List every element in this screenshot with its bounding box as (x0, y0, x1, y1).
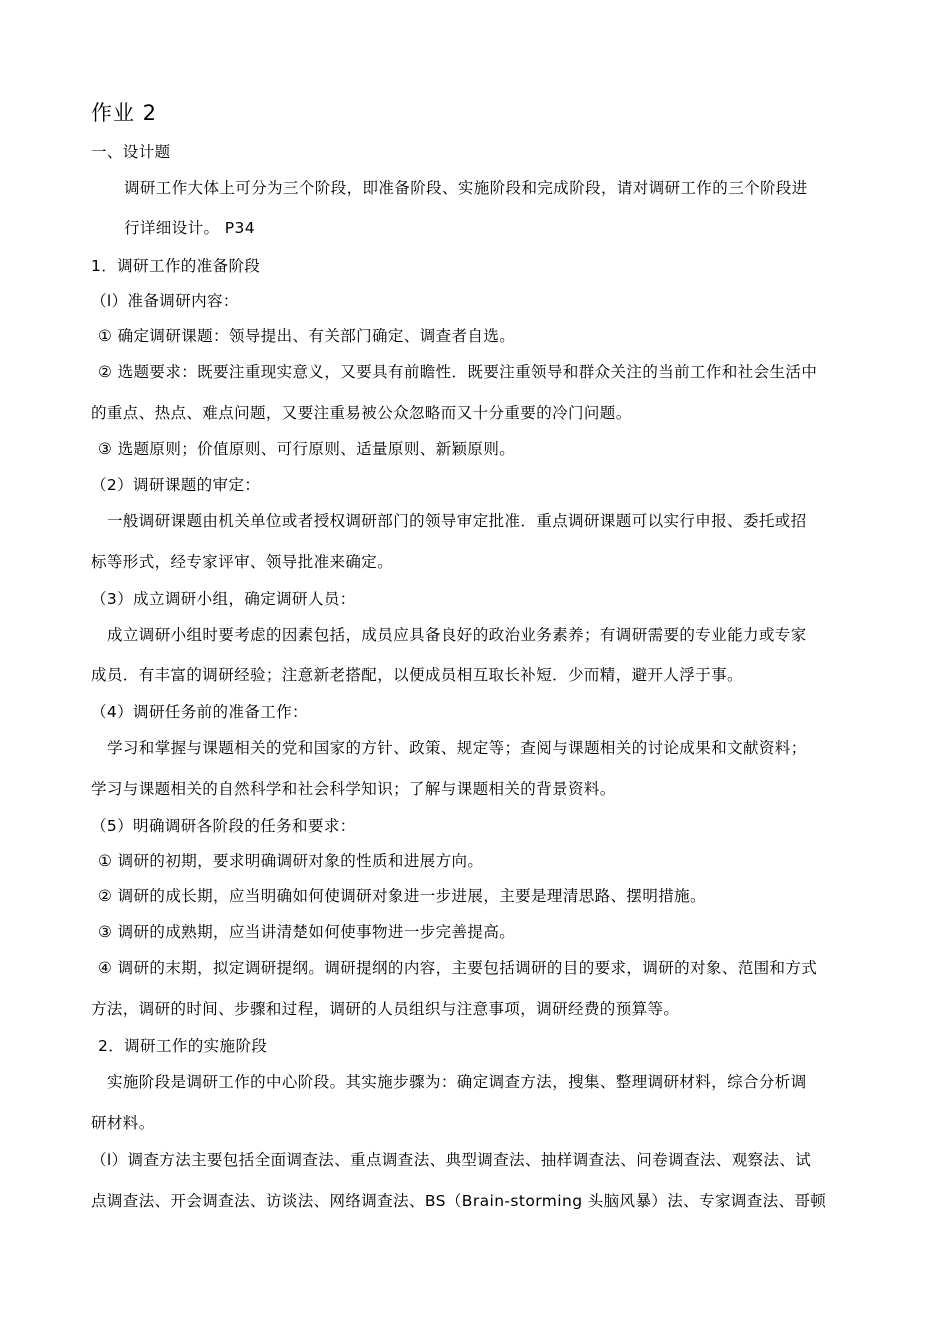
paragraph: 学习和掌握与课题相关的党和国家的方针、政策、规定等；查阅与课题相关的讨论成果和文献资料； (107, 739, 807, 757)
document-title: 作业 2 (91, 101, 158, 125)
paragraph-cont: 标等形式，经专家评审、领导批准来确定。 (91, 553, 394, 571)
question-text: 调研工作大体上可分为三个阶段，即准备阶段、实施阶段和完成阶段，请对调研工作的三个阶段进 (124, 179, 808, 197)
paragraph: 成立调研小组时要考虑的因素包括，成员应具备良好的政治业务素养；有调研需要的专业能力或专家 (107, 626, 807, 644)
paragraph: 实施阶段是调研工作的中心阶段。其实施步骤为：确定调查方法，搜集、整理调研材料，综合分析调 (107, 1073, 807, 1091)
section-heading-design: 一、设计题 (91, 143, 171, 161)
list-item-cont: 方法，调研的时间、步骤和过程，调研的人员组织与注意事项，调研经费的预算等。 (91, 1000, 680, 1018)
list-item: ① 调研的初期，要求明确调研对象的性质和进展方向。 (98, 852, 484, 870)
subheading-stage-tasks: （5）明确调研各阶段的任务和要求： (91, 817, 356, 835)
list-item-cont: 的重点、热点、难点问题，又要注重易被公众忽略而又十分重要的冷门问题。 (91, 404, 632, 422)
subheading-research-team: （3）成立调研小组，确定调研人员： (91, 590, 356, 608)
paragraph-cont: 研材料。 (91, 1114, 155, 1132)
list-item: ④ 调研的末期，拟定调研提纲。调研提纲的内容，主要包括调研的目的要求，调研的对象、范围和方式 (98, 959, 818, 977)
question-text-cont: 行详细设计。 P34 (124, 219, 255, 237)
subheading-pre-task-work: （4）调研任务前的准备工作： (91, 703, 308, 721)
subheading-topic-review: （2）调研课题的审定： (91, 476, 261, 494)
paragraph: （l）调查方法主要包括全面调查法、重点调查法、典型调查法、抽样调查法、问卷调查法、观察法、试 (91, 1151, 812, 1169)
heading-preparation-stage: 1．调研工作的准备阶段 (91, 257, 261, 275)
heading-implementation-stage: 2．调研工作的实施阶段 (98, 1037, 268, 1055)
paragraph-cont: 成员．有丰富的调研经验；注意新老搭配，以便成员相互取长补短．少而精，避开人浮于事。 (91, 666, 743, 684)
list-item: ① 确定调研课题：领导提出、有关部门确定、调查者自选。 (98, 327, 516, 345)
paragraph-cont: 点调查法、开会调查法、访谈法、网络调查法、BS（Brain-storming 头脑风暴）法、专家调查法、哥顿 (91, 1192, 827, 1210)
paragraph: 一般调研课题由机关单位或者授权调研部门的领导审定批准．重点调研课题可以实行申报、委托或招 (107, 512, 807, 530)
paragraph-cont: 学习与课题相关的自然科学和社会科学知识；了解与课题相关的背景资料。 (91, 780, 616, 798)
list-item: ② 选题要求：既要注重现实意义，又要具有前瞻性．既要注重领导和群众关注的当前工作和社会生活中 (98, 363, 818, 381)
list-item: ③ 调研的成熟期，应当讲清楚如何使事物进一步完善提高。 (98, 923, 516, 941)
list-item: ③ 选题原则；价值原则、可行原则、适量原则、新颖原则。 (98, 440, 516, 458)
subheading-prepare-content: （l）准备调研内容： (91, 292, 239, 310)
list-item: ② 调研的成长期，应当明确如何使调研对象进一步进展，主要是理清思路、摆明措施。 (98, 887, 706, 905)
